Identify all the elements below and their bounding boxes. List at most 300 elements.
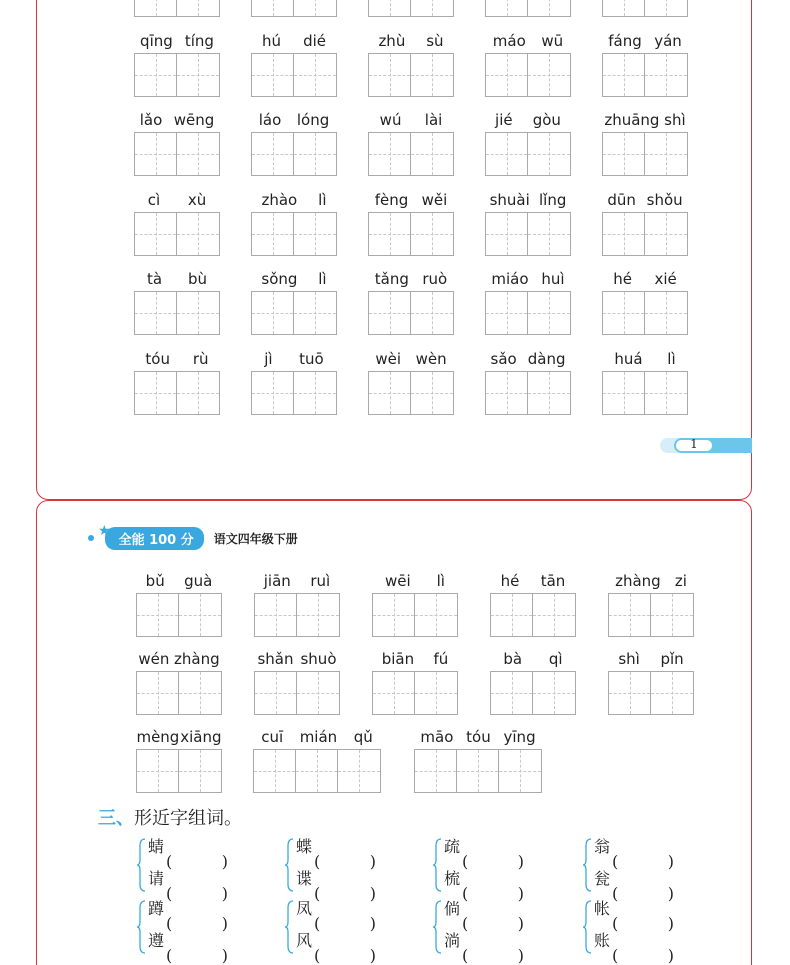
writing-grid[interactable] (602, 132, 688, 176)
writing-grid[interactable] (254, 593, 340, 637)
similar-character: 凤 (296, 899, 313, 918)
writing-grid[interactable] (368, 212, 454, 256)
pinyin-item (485, 28, 571, 98)
pinyin-syllable: cuī (261, 728, 284, 746)
tianzige-box[interactable] (294, 372, 336, 414)
page-header (88, 525, 298, 551)
pinyin-syllable: biān (381, 650, 415, 668)
pair-row: 遵 ( ) (148, 931, 229, 965)
pinyin-label (490, 646, 576, 668)
tianzige-box[interactable] (137, 672, 179, 714)
pinyin-item (136, 568, 222, 638)
tianzige-box[interactable] (457, 750, 499, 792)
tianzige-box[interactable] (528, 0, 570, 16)
tianzige-box[interactable] (609, 594, 651, 636)
tianzige-box[interactable] (528, 133, 570, 175)
pinyin-label (414, 724, 542, 746)
writing-grid[interactable] (251, 53, 337, 97)
pinyin-item (368, 266, 454, 336)
tianzige-box[interactable] (255, 672, 297, 714)
tianzige-box[interactable] (137, 594, 179, 636)
pair-row: 翁 ( ) (594, 837, 675, 871)
pinyin-item (602, 107, 688, 177)
tianzige-box[interactable] (603, 292, 645, 334)
tianzige-box[interactable] (254, 750, 296, 792)
writing-grid[interactable] (602, 212, 688, 256)
tianzige-box[interactable] (533, 672, 575, 714)
tianzige-box[interactable] (373, 672, 415, 714)
section-heading (98, 804, 242, 830)
pinyin-syllable: māo (420, 728, 454, 746)
character-pair (432, 896, 572, 965)
writing-grid[interactable] (602, 371, 688, 415)
writing-grid[interactable] (251, 291, 337, 335)
pinyin-syllable: wēng (173, 111, 215, 129)
pinyin-label (253, 724, 381, 746)
pinyin-syllable: wén (138, 650, 170, 668)
pinyin-syllable: ruò (422, 270, 448, 288)
pinyin-item (134, 28, 220, 98)
tianzige-box[interactable] (294, 213, 336, 255)
tianzige-box[interactable] (528, 54, 570, 96)
tianzige-box[interactable] (135, 372, 177, 414)
pinyin-label (134, 107, 220, 129)
tianzige-box[interactable] (177, 133, 219, 175)
pinyin-label (602, 107, 688, 129)
tianzige-box[interactable] (135, 292, 177, 334)
tianzige-box[interactable] (179, 672, 221, 714)
pinyin-syllable: wū (541, 31, 564, 50)
tianzige-box[interactable] (603, 54, 645, 96)
pinyin-item (254, 646, 340, 716)
tianzige-box[interactable] (486, 133, 528, 175)
tianzige-box[interactable] (415, 750, 457, 792)
pinyin-syllable: fú (433, 650, 449, 668)
pinyin-item (414, 724, 542, 794)
tianzige-box[interactable] (369, 0, 411, 16)
pinyin-label (372, 646, 458, 668)
tianzige-box[interactable] (177, 54, 219, 96)
pinyin-syllable: zhuāng (604, 111, 660, 129)
tianzige-box[interactable] (135, 0, 177, 16)
pinyin-item (490, 646, 576, 716)
writing-grid[interactable] (372, 671, 458, 715)
pinyin-syllable: yán (654, 31, 682, 50)
similar-character: 疏 (444, 837, 461, 856)
tianzige-box[interactable] (645, 0, 687, 16)
brace-icon (432, 900, 442, 954)
pinyin-syllable: wú (379, 111, 402, 129)
pinyin-label (368, 107, 454, 129)
tianzige-box[interactable] (411, 292, 453, 334)
tianzige-box[interactable] (294, 292, 336, 334)
page-number: 1 (690, 437, 698, 451)
writing-grid[interactable] (485, 0, 571, 17)
pinyin-syllable: wēi (384, 572, 411, 590)
pair-row: 账 ( ) (594, 931, 675, 965)
tianzige-box[interactable] (486, 0, 528, 16)
tianzige-box[interactable] (296, 750, 338, 792)
similar-character: 蜻 (148, 837, 165, 856)
tianzige-box[interactable] (294, 0, 336, 16)
tianzige-box[interactable] (645, 372, 687, 414)
tianzige-box[interactable] (491, 672, 533, 714)
tianzige-box[interactable] (297, 672, 339, 714)
pinyin-label (134, 346, 220, 368)
character-pair (284, 834, 424, 903)
pinyin-syllable: lì (436, 572, 445, 590)
tianzige-box[interactable] (252, 372, 294, 414)
writing-grid[interactable] (134, 291, 220, 335)
pinyin-item (485, 346, 571, 416)
pinyin-syllable: guà (184, 572, 213, 590)
writing-grid[interactable] (368, 371, 454, 415)
tianzige-box[interactable] (645, 292, 687, 334)
pinyin-label (251, 346, 337, 368)
pinyin-item (251, 0, 337, 18)
pinyin-syllable: huì (541, 270, 565, 288)
tianzige-box[interactable] (415, 594, 457, 636)
writing-grid[interactable] (134, 132, 220, 176)
similar-character: 风 (296, 931, 313, 950)
writing-grid[interactable] (134, 212, 220, 256)
similar-character: 翁 (594, 837, 611, 856)
tianzige-box[interactable] (135, 133, 177, 175)
pinyin-item (602, 266, 688, 336)
pair-row: 蹲 ( ) (148, 899, 229, 933)
writing-grid[interactable] (372, 593, 458, 637)
tianzige-box[interactable] (411, 213, 453, 255)
pinyin-syllable: jì (264, 349, 273, 368)
writing-grid[interactable] (368, 53, 454, 97)
pinyin-syllable: zhù (378, 31, 406, 50)
tianzige-box[interactable] (373, 594, 415, 636)
tianzige-box[interactable] (252, 213, 294, 255)
pair-row: 请 ( ) (148, 869, 229, 903)
writing-grid[interactable] (490, 671, 576, 715)
tianzige-box[interactable] (255, 594, 297, 636)
writing-grid[interactable] (608, 593, 694, 637)
book-title: 语文四年级下册 (213, 531, 298, 546)
pair-row: 疏 ( ) (444, 837, 525, 871)
section-number: 三、 (98, 808, 134, 829)
writing-grid[interactable] (485, 132, 571, 176)
pinyin-item (485, 266, 571, 336)
pinyin-syllable: jié (495, 111, 513, 129)
tianzige-box[interactable] (603, 133, 645, 175)
pinyin-label (372, 568, 458, 590)
tianzige-box[interactable] (645, 213, 687, 255)
pair-row: 蝶 ( ) (296, 837, 377, 871)
writing-grid[interactable] (368, 132, 454, 176)
writing-grid[interactable] (485, 53, 571, 97)
pair-row: 帐 ( ) (594, 899, 675, 933)
pinyin-syllable: xù (187, 190, 207, 209)
tianzige-box[interactable] (369, 292, 411, 334)
pinyin-item (136, 724, 222, 794)
tianzige-box[interactable] (369, 372, 411, 414)
pinyin-syllable: shuài (489, 190, 530, 209)
tianzige-box[interactable] (369, 54, 411, 96)
tianzige-box[interactable] (252, 292, 294, 334)
tianzige-box[interactable] (294, 133, 336, 175)
pinyin-item (485, 0, 571, 18)
tianzige-box[interactable] (179, 594, 221, 636)
tianzige-box[interactable] (491, 594, 533, 636)
pinyin-item (134, 0, 220, 18)
writing-grid[interactable] (136, 749, 222, 793)
pinyin-syllable: láo (258, 111, 282, 129)
character-pair (136, 896, 276, 965)
tianzige-box[interactable] (651, 594, 693, 636)
similar-character: 请 (148, 869, 165, 888)
pinyin-label (136, 568, 222, 590)
writing-grid[interactable] (602, 0, 688, 17)
pinyin-item (136, 646, 222, 716)
pinyin-syllable: tóu (466, 728, 491, 746)
writing-grid[interactable] (251, 371, 337, 415)
tianzige-box[interactable] (645, 133, 687, 175)
similar-character: 谍 (296, 869, 313, 888)
pinyin-item (608, 646, 694, 716)
pinyin-syllable: lì (667, 349, 676, 368)
pinyin-label (485, 187, 571, 209)
pinyin-syllable: qīng (140, 31, 173, 50)
tianzige-box[interactable] (603, 0, 645, 16)
pinyin-label (602, 346, 688, 368)
writing-grid[interactable] (136, 593, 222, 637)
pinyin-item (368, 107, 454, 177)
pinyin-syllable: máo (492, 31, 526, 50)
pinyin-label (485, 28, 571, 50)
similar-character: 瓮 (594, 869, 611, 888)
tianzige-box[interactable] (177, 0, 219, 16)
writing-grid[interactable] (608, 671, 694, 715)
tianzige-box[interactable] (369, 133, 411, 175)
tianzige-box[interactable] (415, 672, 457, 714)
tianzige-box[interactable] (651, 672, 693, 714)
pinyin-item (251, 346, 337, 416)
pinyin-syllable: zhàng (174, 650, 220, 668)
tianzige-box[interactable] (528, 372, 570, 414)
tianzige-box[interactable] (499, 750, 541, 792)
pinyin-label (608, 568, 694, 590)
pinyin-syllable: qì (548, 650, 563, 668)
writing-grid[interactable] (485, 212, 571, 256)
writing-grid[interactable] (485, 291, 571, 335)
pinyin-syllable: shì (618, 650, 640, 668)
writing-grid[interactable] (254, 671, 340, 715)
pinyin-item (251, 107, 337, 177)
tianzige-box[interactable] (135, 213, 177, 255)
character-pair (582, 896, 722, 965)
pinyin-item (251, 266, 337, 336)
tianzige-box[interactable] (486, 213, 528, 255)
tianzige-box[interactable] (486, 372, 528, 414)
pinyin-syllable: tà (146, 270, 163, 288)
tianzige-box[interactable] (533, 594, 575, 636)
pinyin-item (490, 568, 576, 638)
writing-grid[interactable] (253, 749, 381, 793)
brace-icon (582, 838, 592, 892)
tianzige-box[interactable] (297, 594, 339, 636)
writing-grid[interactable] (414, 749, 542, 793)
pinyin-item (372, 646, 458, 716)
pair-row: 瓮 ( ) (594, 869, 675, 903)
pinyin-item (134, 346, 220, 416)
pinyin-label (251, 28, 337, 50)
pinyin-syllable: fáng (608, 31, 642, 50)
pinyin-label (254, 568, 340, 590)
tianzige-box[interactable] (294, 54, 336, 96)
tianzige-box[interactable] (338, 750, 380, 792)
writing-grid[interactable] (251, 0, 337, 17)
similar-character: 梳 (444, 869, 461, 888)
pinyin-syllable: xiāng (180, 728, 222, 746)
pinyin-item (134, 107, 220, 177)
tianzige-box[interactable] (135, 54, 177, 96)
pinyin-syllable: hú (262, 31, 282, 50)
pinyin-label (136, 724, 222, 746)
tianzige-box[interactable] (137, 750, 179, 792)
pair-row: 淌 ( ) (444, 931, 525, 965)
pinyin-syllable: tíng (184, 31, 214, 50)
tianzige-box[interactable] (603, 372, 645, 414)
pinyin-syllable: lóng (296, 111, 330, 129)
pinyin-item (485, 107, 571, 177)
similar-character: 蝶 (296, 837, 313, 856)
pinyin-syllable: tān (540, 572, 566, 590)
pinyin-syllable: zi (674, 572, 687, 590)
tianzige-box[interactable] (603, 213, 645, 255)
tianzige-box[interactable] (645, 54, 687, 96)
brace-icon (284, 900, 294, 954)
similar-character: 遵 (148, 931, 165, 950)
pinyin-syllable: sǎo (490, 349, 517, 368)
pinyin-label (602, 187, 688, 209)
pinyin-syllable: shǒu (646, 190, 683, 209)
pinyin-syllable: mèng (136, 728, 180, 746)
writing-grid[interactable] (368, 0, 454, 17)
tianzige-box[interactable] (411, 133, 453, 175)
pinyin-syllable: lì (318, 190, 327, 209)
pinyin-syllable: lì (318, 270, 327, 288)
header-dot-icon (88, 535, 94, 541)
pair-row: 凤 ( ) (296, 899, 377, 933)
writing-grid[interactable] (136, 671, 222, 715)
writing-grid[interactable] (134, 0, 220, 17)
pinyin-syllable: wèi (375, 349, 401, 368)
pinyin-syllable: tóu (145, 349, 170, 368)
tianzige-box[interactable] (411, 54, 453, 96)
pinyin-label (485, 266, 571, 288)
writing-grid[interactable] (134, 53, 220, 97)
brace-icon (582, 900, 592, 954)
pinyin-syllable: hé (500, 572, 520, 590)
pinyin-syllable: dàng (527, 349, 566, 368)
pinyin-syllable: jiān (263, 572, 291, 590)
tianzige-box[interactable] (528, 213, 570, 255)
pinyin-syllable: lǐng (539, 190, 567, 209)
pinyin-syllable: sù (426, 31, 444, 50)
writing-grid[interactable] (485, 371, 571, 415)
tianzige-box[interactable] (486, 54, 528, 96)
writing-grid[interactable] (251, 212, 337, 256)
pinyin-syllable: wěi (421, 190, 448, 209)
pinyin-syllable: dūn (607, 190, 636, 209)
brace-icon (284, 838, 294, 892)
pinyin-syllable: huá (614, 349, 643, 368)
pinyin-syllable: fèng (374, 190, 409, 209)
pinyin-item (251, 28, 337, 98)
pinyin-label (602, 266, 688, 288)
pinyin-label (602, 28, 688, 50)
tianzige-box[interactable] (179, 750, 221, 792)
tianzige-box[interactable] (486, 292, 528, 334)
pinyin-item (253, 724, 381, 794)
tianzige-box[interactable] (177, 213, 219, 255)
tianzige-box[interactable] (411, 372, 453, 414)
tianzige-box[interactable] (177, 292, 219, 334)
tianzige-box[interactable] (177, 372, 219, 414)
similar-character: 倘 (444, 899, 461, 918)
pinyin-syllable: lǎo (139, 111, 163, 129)
tianzige-box[interactable] (609, 672, 651, 714)
pinyin-syllable: shǎn (257, 650, 294, 668)
pinyin-label (368, 266, 454, 288)
tianzige-box[interactable] (528, 292, 570, 334)
pinyin-syllable: rù (192, 349, 209, 368)
similar-character: 蹲 (148, 899, 165, 918)
tianzige-box[interactable] (369, 213, 411, 255)
pinyin-label (136, 646, 222, 668)
pinyin-label (251, 187, 337, 209)
character-pair (284, 896, 424, 965)
pinyin-syllable: pǐn (660, 650, 684, 668)
writing-grid[interactable] (490, 593, 576, 637)
pinyin-syllable: hé (613, 270, 632, 288)
brace-icon (432, 838, 442, 892)
tianzige-box[interactable] (411, 0, 453, 16)
writing-grid[interactable] (134, 371, 220, 415)
tianzige-box[interactable] (252, 54, 294, 96)
star-icon: ★ (98, 523, 111, 539)
pair-row: 谍 ( ) (296, 869, 377, 903)
pinyin-label (368, 346, 454, 368)
series-badge: 全能 100 分 (105, 527, 204, 550)
writing-grid[interactable] (602, 291, 688, 335)
pinyin-label (608, 646, 694, 668)
pinyin-item (485, 187, 571, 257)
section-title: 形近字组词。 (134, 808, 242, 829)
tianzige-box[interactable] (252, 0, 294, 16)
pinyin-syllable: bà (503, 650, 523, 668)
character-pair (432, 834, 572, 903)
tianzige-box[interactable] (252, 133, 294, 175)
writing-grid[interactable] (251, 132, 337, 176)
pinyin-item (602, 346, 688, 416)
pair-row: 倘 ( ) (444, 899, 525, 933)
writing-grid[interactable] (602, 53, 688, 97)
pinyin-item (368, 28, 454, 98)
pinyin-label (368, 28, 454, 50)
pinyin-item (251, 187, 337, 257)
pinyin-item (602, 187, 688, 257)
pinyin-label (254, 646, 340, 668)
pinyin-syllable: qǔ (353, 728, 373, 746)
pinyin-syllable: tuō (299, 349, 324, 368)
writing-grid[interactable] (368, 291, 454, 335)
